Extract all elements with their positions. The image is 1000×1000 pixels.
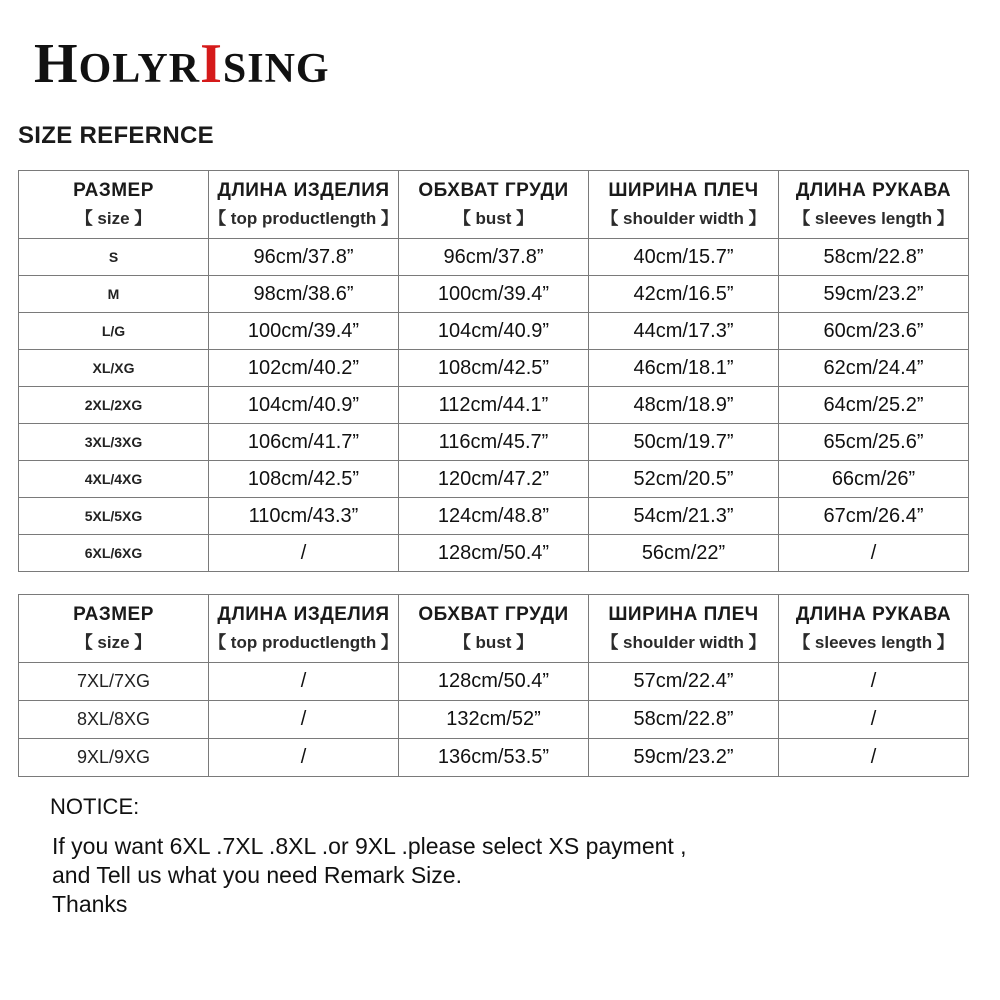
cell-sleeve: 60cm/23.6” xyxy=(779,313,969,350)
header-bust-en: 【 bust 】 xyxy=(453,633,534,652)
cell-sleeve: 65cm/25.6” xyxy=(779,424,969,461)
cell-bust: 124cm/48.8” xyxy=(399,498,589,535)
cell-length: / xyxy=(209,739,399,777)
cell-sleeve: / xyxy=(779,663,969,701)
header-shoulder xyxy=(589,171,779,239)
cell-bust: 108cm/42.5” xyxy=(399,350,589,387)
cell-length: / xyxy=(209,701,399,739)
cell-size: 4XL/4XG xyxy=(19,461,209,498)
cell-length: 102cm/40.2” xyxy=(209,350,399,387)
header-bust-ru: ОБХВАТ ГРУДИ xyxy=(418,180,569,201)
header-length-en: 【 top productlength 】 xyxy=(209,633,398,652)
table-row xyxy=(19,739,969,777)
header-size-ru: РАЗМЕР xyxy=(73,604,154,625)
cell-bust: 112cm/44.1” xyxy=(399,387,589,424)
table-row xyxy=(19,350,969,387)
cell-sleeve: 62cm/24.4” xyxy=(779,350,969,387)
cell-bust: 104cm/40.9” xyxy=(399,313,589,350)
header-shoulder-en: 【 shoulder width 】 xyxy=(601,209,766,228)
header-shoulder xyxy=(589,595,779,663)
cell-length: / xyxy=(209,663,399,701)
cell-length: 104cm/40.9” xyxy=(209,387,399,424)
table-row xyxy=(19,313,969,350)
cell-bust: 116cm/45.7” xyxy=(399,424,589,461)
notice-body xyxy=(52,832,687,919)
cell-size: 7XL/7XG xyxy=(19,663,209,701)
notice-title: NOTICE: xyxy=(50,794,140,819)
header-sleeve xyxy=(779,171,969,239)
table-row xyxy=(19,276,969,313)
header-shoulder-ru: ШИРИНА ПЛЕЧ xyxy=(608,604,759,625)
header-length-ru: ДЛИНА ИЗДЕЛИЯ xyxy=(217,604,390,625)
cell-bust: 96cm/37.8” xyxy=(399,239,589,276)
cell-shoulder: 44cm/17.3” xyxy=(589,313,779,350)
notice-line-1: If you want 6XL .7XL .8XL .or 9XL .please select XS payment , xyxy=(52,833,687,859)
header-size xyxy=(19,595,209,663)
cell-bust: 132cm/52” xyxy=(399,701,589,739)
cell-size: S xyxy=(19,239,209,276)
cell-bust: 120cm/47.2” xyxy=(399,461,589,498)
cell-size: M xyxy=(19,276,209,313)
table-row xyxy=(19,663,969,701)
cell-sleeve: / xyxy=(779,701,969,739)
header-sleeve-ru: ДЛИНА РУКАВА xyxy=(795,604,952,625)
header-sleeve-ru: ДЛИНА РУКАВА xyxy=(795,180,952,201)
header-bust xyxy=(399,595,589,663)
cell-size: 3XL/3XG xyxy=(19,424,209,461)
cell-shoulder: 58cm/22.8” xyxy=(589,701,779,739)
header-bust-en: 【 bust 】 xyxy=(453,209,534,228)
table-row xyxy=(19,461,969,498)
cell-size: 2XL/2XG xyxy=(19,387,209,424)
cell-bust: 136cm/53.5” xyxy=(399,739,589,777)
cell-sleeve: 64cm/25.2” xyxy=(779,387,969,424)
cell-sleeve: 66cm/26” xyxy=(779,461,969,498)
header-length xyxy=(209,171,399,239)
cell-size: 5XL/5XG xyxy=(19,498,209,535)
size-table-extended xyxy=(18,594,969,777)
table-header-row xyxy=(19,595,969,663)
cell-shoulder: 59cm/23.2” xyxy=(589,739,779,777)
logo-letters-olyr: OLYR xyxy=(78,46,201,92)
cell-size: 6XL/6XG xyxy=(19,535,209,572)
cell-shoulder: 50cm/19.7” xyxy=(589,424,779,461)
logo-letter-h: H xyxy=(34,33,79,95)
cell-shoulder: 57cm/22.4” xyxy=(589,663,779,701)
cell-shoulder: 48cm/18.9” xyxy=(589,387,779,424)
table-row xyxy=(19,387,969,424)
header-length xyxy=(209,595,399,663)
cell-size: 9XL/9XG xyxy=(19,739,209,777)
cell-shoulder: 40cm/15.7” xyxy=(589,239,779,276)
notice-line-3: Thanks xyxy=(52,891,128,917)
cell-sleeve: / xyxy=(779,535,969,572)
section-title: SIZE REFERNCE xyxy=(18,122,214,149)
cell-sleeve: / xyxy=(779,739,969,777)
cell-size: L/G xyxy=(19,313,209,350)
logo-letter-i: I xyxy=(200,33,223,95)
table-row xyxy=(19,498,969,535)
logo-letters-sing: SING xyxy=(222,46,330,92)
notice-line-2: and Tell us what you need Remark Size. xyxy=(52,862,462,888)
size-table-main xyxy=(18,170,969,572)
cell-length: 106cm/41.7” xyxy=(209,424,399,461)
cell-size: 8XL/8XG xyxy=(19,701,209,739)
header-sleeve-en: 【 sleeves length 】 xyxy=(793,633,954,652)
brand-logo xyxy=(34,33,330,95)
cell-length: / xyxy=(209,535,399,572)
cell-sleeve: 67cm/26.4” xyxy=(779,498,969,535)
cell-bust: 100cm/39.4” xyxy=(399,276,589,313)
header-size-ru: РАЗМЕР xyxy=(73,180,154,201)
header-size-en: 【 size 】 xyxy=(75,633,152,652)
table-row xyxy=(19,424,969,461)
header-sleeve-en: 【 sleeves length 】 xyxy=(793,209,954,228)
cell-length: 108cm/42.5” xyxy=(209,461,399,498)
cell-sleeve: 59cm/23.2” xyxy=(779,276,969,313)
cell-length: 96cm/37.8” xyxy=(209,239,399,276)
cell-shoulder: 46cm/18.1” xyxy=(589,350,779,387)
header-sleeve xyxy=(779,595,969,663)
header-size xyxy=(19,171,209,239)
table-row xyxy=(19,239,969,276)
header-bust xyxy=(399,171,589,239)
cell-shoulder: 56cm/22” xyxy=(589,535,779,572)
cell-length: 100cm/39.4” xyxy=(209,313,399,350)
cell-shoulder: 42cm/16.5” xyxy=(589,276,779,313)
cell-shoulder: 54cm/21.3” xyxy=(589,498,779,535)
header-shoulder-ru: ШИРИНА ПЛЕЧ xyxy=(608,180,759,201)
table-row xyxy=(19,701,969,739)
header-length-en: 【 top productlength 】 xyxy=(209,209,398,228)
header-size-en: 【 size 】 xyxy=(75,209,152,228)
cell-length: 110cm/43.3” xyxy=(209,498,399,535)
table-header-row xyxy=(19,171,969,239)
cell-bust: 128cm/50.4” xyxy=(399,535,589,572)
cell-size: XL/XG xyxy=(19,350,209,387)
table-row xyxy=(19,535,969,572)
header-shoulder-en: 【 shoulder width 】 xyxy=(601,633,766,652)
cell-bust: 128cm/50.4” xyxy=(399,663,589,701)
cell-length: 98cm/38.6” xyxy=(209,276,399,313)
header-bust-ru: ОБХВАТ ГРУДИ xyxy=(418,604,569,625)
cell-sleeve: 58cm/22.8” xyxy=(779,239,969,276)
cell-shoulder: 52cm/20.5” xyxy=(589,461,779,498)
header-length-ru: ДЛИНА ИЗДЕЛИЯ xyxy=(217,180,390,201)
